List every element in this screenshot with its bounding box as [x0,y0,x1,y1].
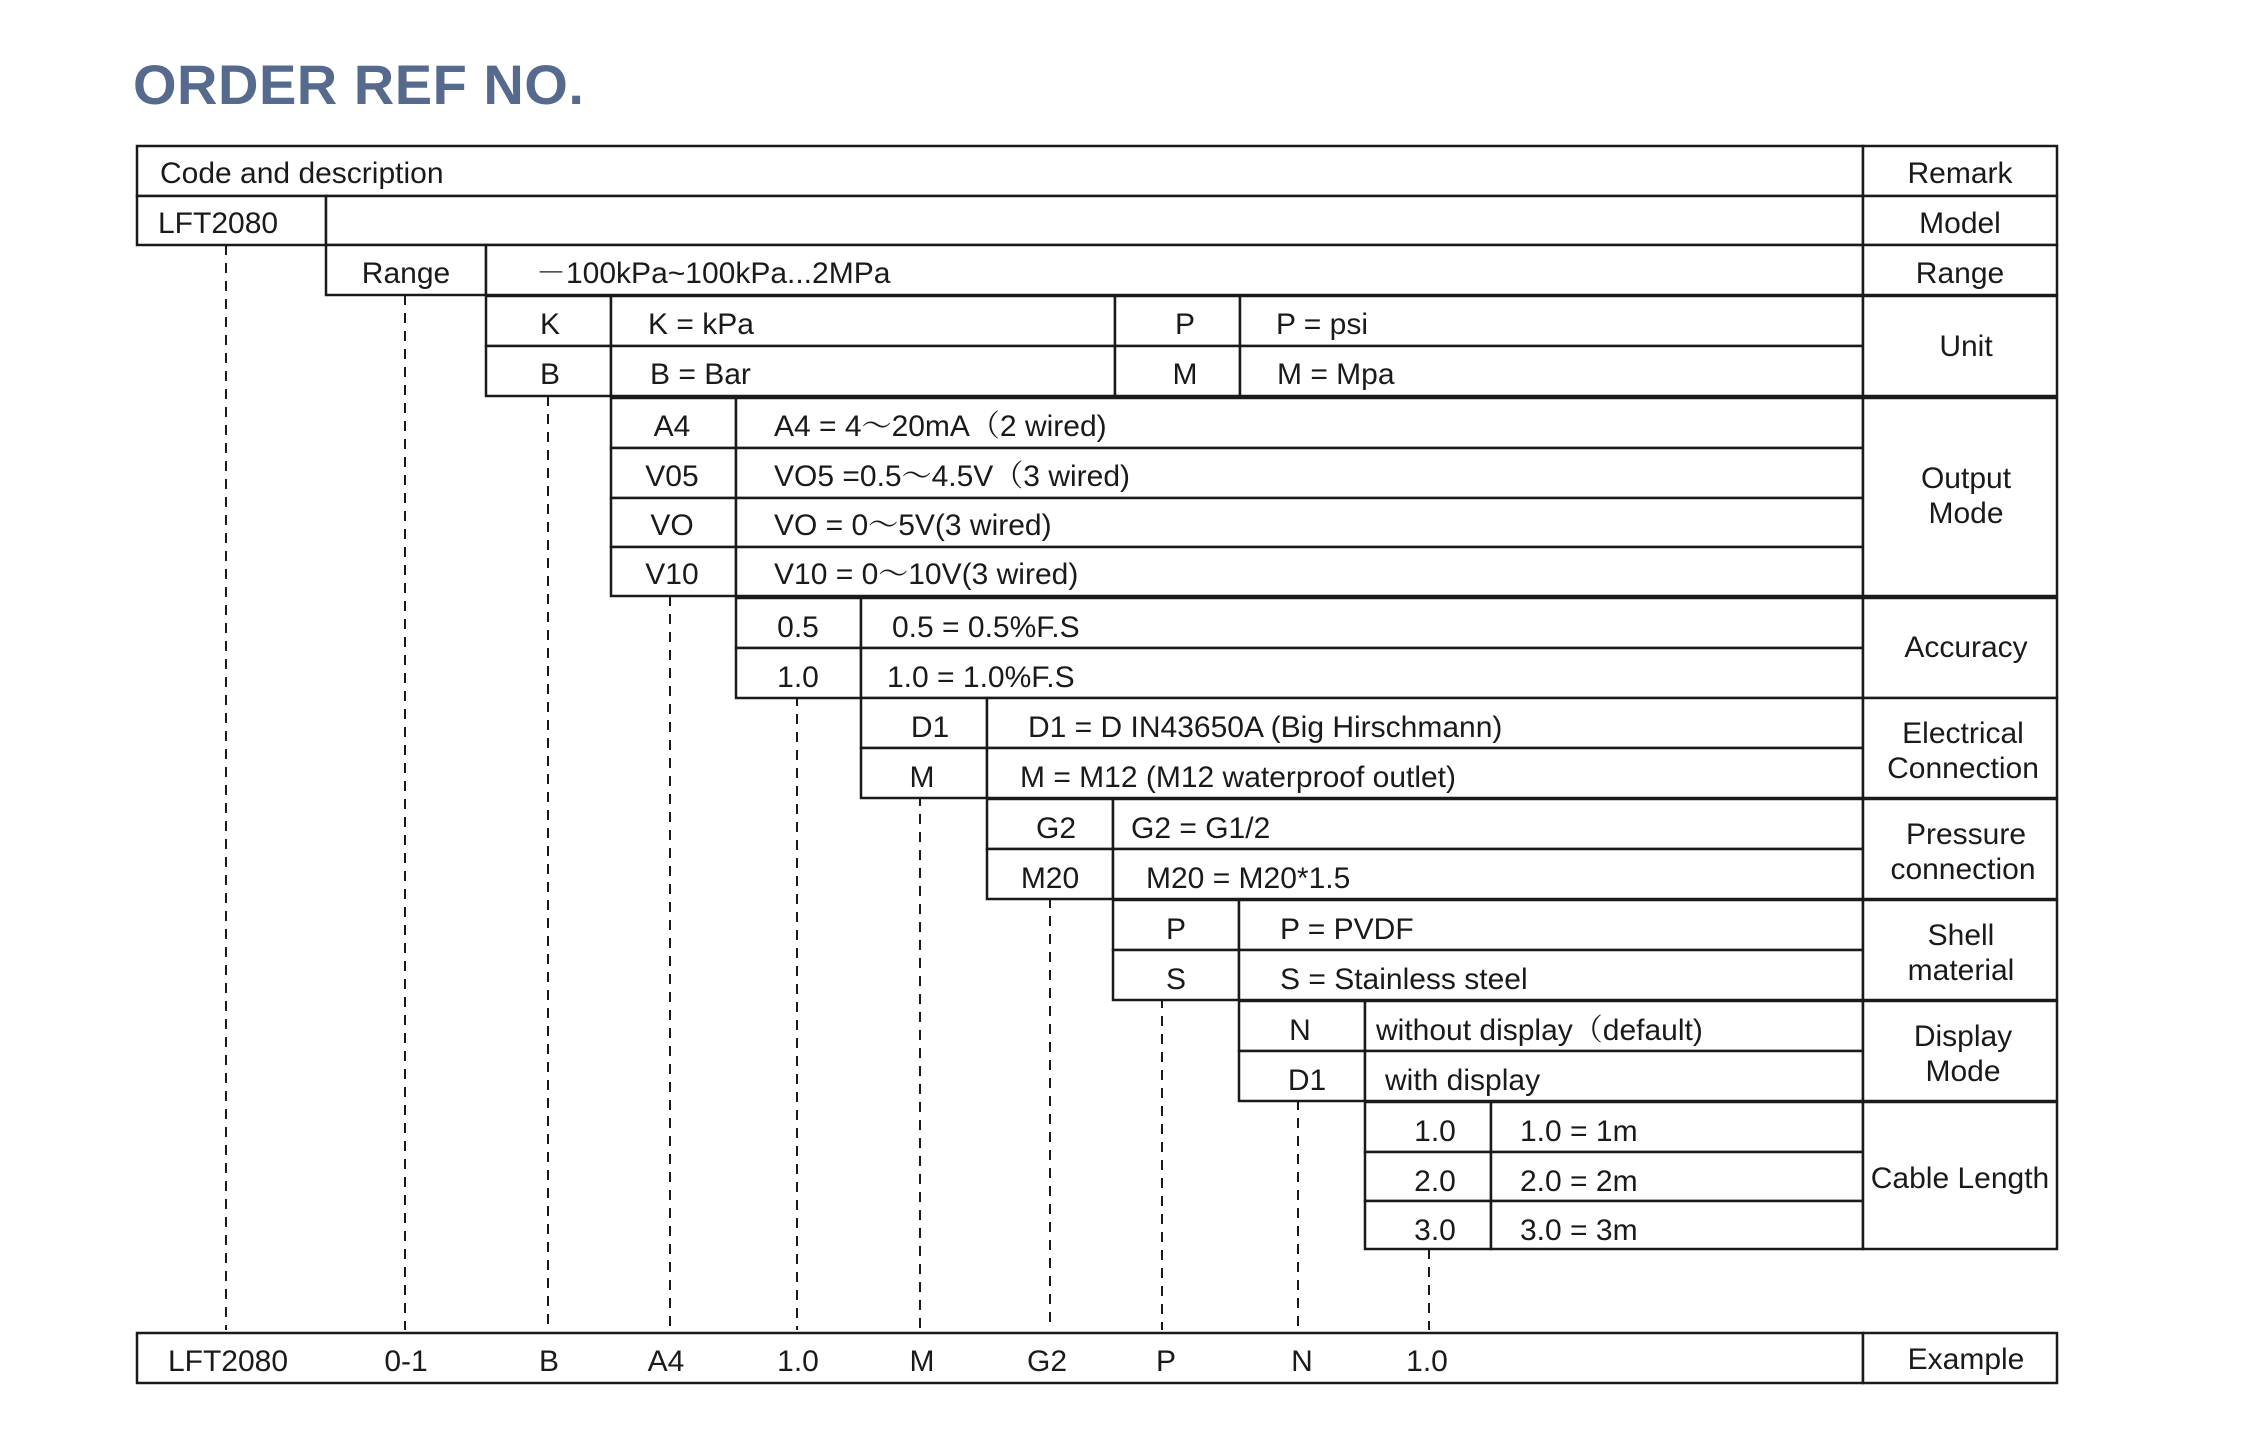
electrical-code-m: M [909,761,935,794]
example-value-output: A4 [647,1345,685,1378]
cable-code-20: 2.0 [1414,1165,1456,1198]
display-code-n: N [1289,1014,1311,1047]
cable-desc-10: 1.0 = 1m [1520,1115,1638,1148]
unit-desc-p: P = psi [1276,308,1369,341]
electrical-remark-line2: Connection [1887,752,2039,785]
pressure-desc-m20: M20 = M20*1.5 [1146,862,1351,895]
cable-desc-20: 2.0 = 2m [1520,1165,1638,1198]
output-code-a4: A4 [653,410,691,443]
cable-code-10: 1.0 [1414,1115,1456,1148]
example-value-cable: 1.0 [1406,1345,1448,1378]
unit-desc-k: K = kPa [648,308,754,341]
range-label: Range [361,257,451,290]
range-value: －100kPa~100kPa...2MPa [536,257,891,290]
accuracy-code-10: 1.0 [777,661,819,694]
display-desc-n: without display（default) [1376,1014,1703,1047]
remark-header: Remark [1907,157,2013,190]
output-desc-v05: VO5 =0.5～4.5V（3 wired) [774,460,1131,493]
unit-desc-b: B = Bar [650,358,751,391]
accuracy-desc-10: 1.0 = 1.0%F.S [887,661,1075,694]
electrical-remark-line1: Electrical [1902,717,2024,750]
cable-remark: Cable Length [1870,1162,2050,1195]
cable-code-30: 3.0 [1414,1214,1456,1247]
output-code-v05: V05 [645,460,699,493]
output-remark-line1: Output [1920,462,2012,495]
pressure-desc-g2: G2 = G1/2 [1131,812,1271,845]
pressure-remark-line1: Pressure [1905,818,2027,851]
shell-desc-s: S = Stainless steel [1280,963,1528,996]
display-desc-d1: with display [1385,1064,1541,1097]
range-remark: Range [1915,257,2005,290]
accuracy-desc-05: 0.5 = 0.5%F.S [892,611,1080,644]
shell-code-p: P [1165,913,1187,946]
cable-desc-30: 3.0 = 3m [1520,1214,1638,1247]
model-empty-cell [326,196,1863,245]
unit-code-m: M [1172,358,1198,391]
example-value-unit: B [538,1345,560,1378]
display-remark-line2: Mode [1925,1055,2001,1088]
example-value-electrical: M [909,1345,935,1378]
display-code-d1: D1 [1287,1064,1327,1097]
unit-code-b: B [539,358,561,391]
unit-remark: Unit [1939,330,1993,363]
pressure-code-g2: G2 [1035,812,1077,845]
example-value-range: 0-1 [384,1345,428,1378]
page-title: ORDER REF NO. [133,53,585,116]
example-remark: Example [1907,1343,2025,1376]
shell-code-s: S [1165,963,1187,996]
shell-remark-line1: Shell [1927,919,1995,952]
accuracy-remark: Accuracy [1904,631,2028,664]
display-remark-line1: Display [1913,1020,2013,1053]
example-value-display: N [1291,1345,1313,1378]
accuracy-code-05: 0.5 [777,611,819,644]
electrical-code-d1: D1 [910,711,950,744]
electrical-desc-m: M = M12 (M12 waterproof outlet) [1020,761,1457,794]
pressure-code-m20: M20 [1020,862,1080,895]
output-remark-line2: Mode [1928,497,2004,530]
model-remark: Model [1919,207,2001,240]
example-value-model: LFT2080 [167,1345,289,1378]
example-value-accuracy: 1.0 [777,1345,819,1378]
output-desc-v10: V10 = 0～10V(3 wired) [774,558,1079,591]
unit-code-p: P [1174,308,1196,341]
shell-desc-p: P = PVDF [1280,913,1414,946]
code-description-header: Code and description [160,157,444,190]
unit-desc-m: M = Mpa [1277,358,1395,391]
output-desc-vo: VO = 0～5V(3 wired) [774,509,1052,542]
shell-remark-line2: material [1907,954,2015,987]
electrical-desc-d1: D1 = D IN43650A (Big Hirschmann) [1028,711,1503,744]
unit-code-k: K [539,308,561,341]
example-value-shell: P [1155,1345,1177,1378]
example-value-pressure: G2 [1026,1345,1068,1378]
model-code: LFT2080 [158,207,279,240]
output-code-v10: V10 [645,558,699,591]
pressure-remark-line2: connection [1890,853,2036,886]
output-desc-a4: A4 = 4～20mA（2 wired) [774,410,1107,443]
output-code-vo: VO [650,509,694,542]
